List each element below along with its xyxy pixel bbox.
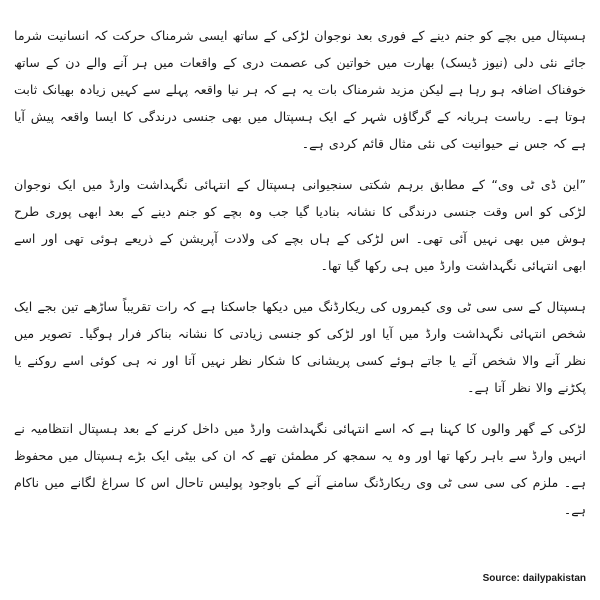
article-paragraph-1: ہسپتال میں بچے کو جنم دینے کے فوری بعد نوجوان لڑکی کے ساتھ ایسی شرمناک حرکت کہ انسانیت شرما جائے نئی دلی (نیوز ڈیسک) بھارت میں خواتین کی عصمت دری کے واقعات میں ہر آنے والے دن کے ساتھ خوفناک اضافہ ہو رہا ہے لیکن مزید شرمناک بات یہ ہے کہ ہر نیا واقعہ پہلے سے کہیں زیادہ بھیانک ثابت ہوتا ہے۔ ریاست ہریانہ کے گرگاؤں شہر کے ایک ہسپتال میں بھی جنسی درندگی کا ایسا واقعہ پیش آیا ہے کہ جس نے حیوانیت کی نئی مثال قائم کردی ہے۔ [14,28,586,151]
article-paragraph-4: لڑکی کے گھر والوں کا کہنا ہے کہ اسے انتہائی نگہداشت وارڈ میں داخل کرنے کے بعد ہسپتال انتظامیہ نے انہیں وارڈ سے باہر رکھا تھا اور وہ یہ سمجھ کر مطمئن تھے کہ ان کی بیٹی ایک بڑے ہسپتال میں محفوظ ہے۔ ملزم کی سی سی ٹی وی ریکارڈنگ سامنے آنے کے باوجود پولیس تاحال اس کا سراغ لگانے میں ناکام ہے۔ [14,421,586,517]
source-credit: Source: dailypakistan [482,573,586,584]
article-paragraph-3: ہسپتال کے سی سی ٹی وی کیمروں کی ریکارڈنگ میں دیکھا جاسکتا ہے کہ رات تقریباً ساڑھے تین بجے ایک شخص انتہائی نگہداشت وارڈ میں آیا اور لڑکی کو جنسی زیادتی کا نشانہ بناکر فرار ہوگیا۔ تصویر میں نظر آنے والا شخص آتے یا جاتے ہوئے کسی پریشانی کا شکار نظر نہیں آتا اور نہ ہی کوئی اسے روکنے یا پکڑنے والا نظر آتا ہے۔ [14,299,586,395]
article-paragraph-2: ”این ڈی ٹی وی“ کے مطابق برہم شکتی سنجیوانی ہسپتال کے انتہائی نگہداشت وارڈ میں ایک نوجوان لڑکی کو اس وقت جنسی درندگی کا نشانہ بنادیا گیا جب وہ بچے کو جنم دینے کے بعد ابھی پوری طرح ہوش میں بھی نہیں آئی تھی۔ اس لڑکی کے ہاں بچے کی ولادت آپریشن کے ذریعے ہوئی تھی اور اسے ابھی انتہائی نگہداشت وارڈ میں ہی رکھا گیا تھا۔ [14,177,586,273]
article-body [14,22,586,537]
